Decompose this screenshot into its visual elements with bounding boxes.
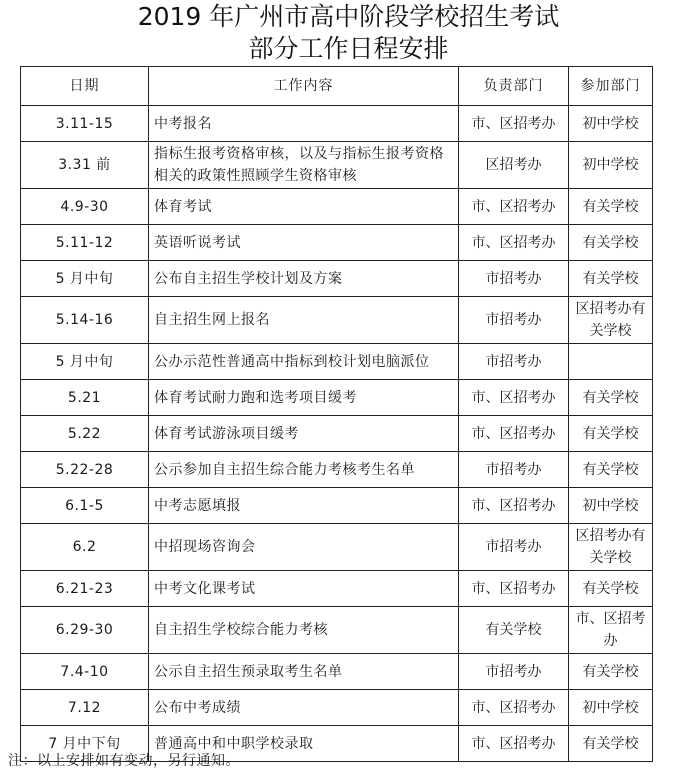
participants-cell: 有关学校 [569, 189, 653, 225]
responsible-cell: 市、区招考办 [459, 726, 569, 762]
table-row [21, 344, 653, 380]
work-cell: 中招现场咨询会 [149, 524, 459, 571]
table-row [21, 571, 653, 607]
work-cell: 中考志愿填报 [149, 488, 459, 524]
responsible-cell: 市、区招考办 [459, 690, 569, 726]
responsible-cell: 市、区招考办 [459, 380, 569, 416]
date-cell: 5.14-16 [21, 297, 149, 344]
responsible-cell: 市、区招考办 [459, 488, 569, 524]
work-cell: 体育考试游泳项目缓考 [149, 416, 459, 452]
work-cell: 公办示范性普通高中指标到校计划电脑派位 [149, 344, 459, 380]
table-row [21, 416, 653, 452]
work-cell: 公示自主招生预录取考生名单 [149, 654, 459, 690]
date-cell: 5 月中旬 [21, 261, 149, 297]
work-cell: 体育考试 [149, 189, 459, 225]
participants-cell: 初中学校 [569, 488, 653, 524]
responsible-cell: 有关学校 [459, 607, 569, 654]
participants-cell: 初中学校 [569, 142, 653, 189]
responsible-cell: 市招考办 [459, 654, 569, 690]
participants-cell: 有关学校 [569, 261, 653, 297]
table-row [21, 225, 653, 261]
participants-cell: 有关学校 [569, 416, 653, 452]
column-header-participants: 参加部门 [569, 67, 653, 106]
participants-cell: 有关学校 [569, 225, 653, 261]
responsible-cell: 市、区招考办 [459, 571, 569, 607]
date-cell: 7 月中下旬 [21, 726, 149, 762]
responsible-cell: 市招考办 [459, 452, 569, 488]
participants-cell: 初中学校 [569, 690, 653, 726]
responsible-cell: 市招考办 [459, 261, 569, 297]
responsible-cell: 区招考办 [459, 142, 569, 189]
column-header-date: 日期 [21, 67, 149, 106]
table-header-row [21, 67, 653, 106]
work-cell: 公布自主招生学校计划及方案 [149, 261, 459, 297]
participants-cell: 区招考办有关学校 [569, 297, 653, 344]
date-cell: 3.11-15 [21, 106, 149, 142]
date-cell: 7.4-10 [21, 654, 149, 690]
responsible-cell: 市、区招考办 [459, 106, 569, 142]
table-row [21, 297, 653, 344]
table-row [21, 452, 653, 488]
responsible-cell: 市、区招考办 [459, 225, 569, 261]
table-row [21, 261, 653, 297]
work-cell: 自主招生网上报名 [149, 297, 459, 344]
participants-cell: 初中学校 [569, 106, 653, 142]
table-row [21, 106, 653, 142]
responsible-cell: 市招考办 [459, 344, 569, 380]
date-cell: 3.31 前 [21, 142, 149, 189]
table-row [21, 380, 653, 416]
work-cell: 普通高中和中职学校录取 [149, 726, 459, 762]
footnote: 注：以上安排如有变动，另行通知。 [8, 753, 240, 769]
work-cell: 指标生报考资格审核，以及与指标生报考资格相关的政策性照顾学生资格审核 [149, 142, 459, 189]
date-cell: 7.12 [21, 690, 149, 726]
work-cell: 体育考试耐力跑和选考项目缓考 [149, 380, 459, 416]
schedule-table [20, 66, 653, 762]
column-header-work: 工作内容 [149, 67, 459, 106]
table-row [21, 524, 653, 571]
work-cell: 公布中考成绩 [149, 690, 459, 726]
participants-cell: 有关学校 [569, 726, 653, 762]
participants-cell: 有关学校 [569, 571, 653, 607]
participants-cell: 区招考办有关学校 [569, 524, 653, 571]
page-title: 2019 年广州市高中阶段学校招生考试 [137, 2, 560, 31]
table-row [21, 607, 653, 654]
date-cell: 6.21-23 [21, 571, 149, 607]
participants-cell [569, 344, 653, 380]
table-row [21, 654, 653, 690]
date-cell: 5.22-28 [21, 452, 149, 488]
table-row [21, 142, 653, 189]
date-cell: 5.22 [21, 416, 149, 452]
participants-cell: 有关学校 [569, 452, 653, 488]
work-cell: 英语听说考试 [149, 225, 459, 261]
page-subtitle: 部分工作日程安排 [248, 34, 449, 63]
date-cell: 4.9-30 [21, 189, 149, 225]
participants-cell: 市、区招考办 [569, 607, 653, 654]
work-cell: 自主招生学校综合能力考核 [149, 607, 459, 654]
work-cell: 中考报名 [149, 106, 459, 142]
date-cell: 5.11-12 [21, 225, 149, 261]
date-cell: 6.2 [21, 524, 149, 571]
work-cell: 中考文化课考试 [149, 571, 459, 607]
table-row [21, 690, 653, 726]
responsible-cell: 市、区招考办 [459, 189, 569, 225]
participants-cell: 有关学校 [569, 654, 653, 690]
participants-cell: 有关学校 [569, 380, 653, 416]
work-cell: 公示参加自主招生综合能力考核考生名单 [149, 452, 459, 488]
table-row [21, 488, 653, 524]
column-header-responsible: 负责部门 [459, 67, 569, 106]
table-row [21, 189, 653, 225]
date-cell: 5.21 [21, 380, 149, 416]
responsible-cell: 市招考办 [459, 524, 569, 571]
date-cell: 6.29-30 [21, 607, 149, 654]
date-cell: 6.1-5 [21, 488, 149, 524]
responsible-cell: 市招考办 [459, 297, 569, 344]
responsible-cell: 市、区招考办 [459, 416, 569, 452]
date-cell: 5 月中旬 [21, 344, 149, 380]
